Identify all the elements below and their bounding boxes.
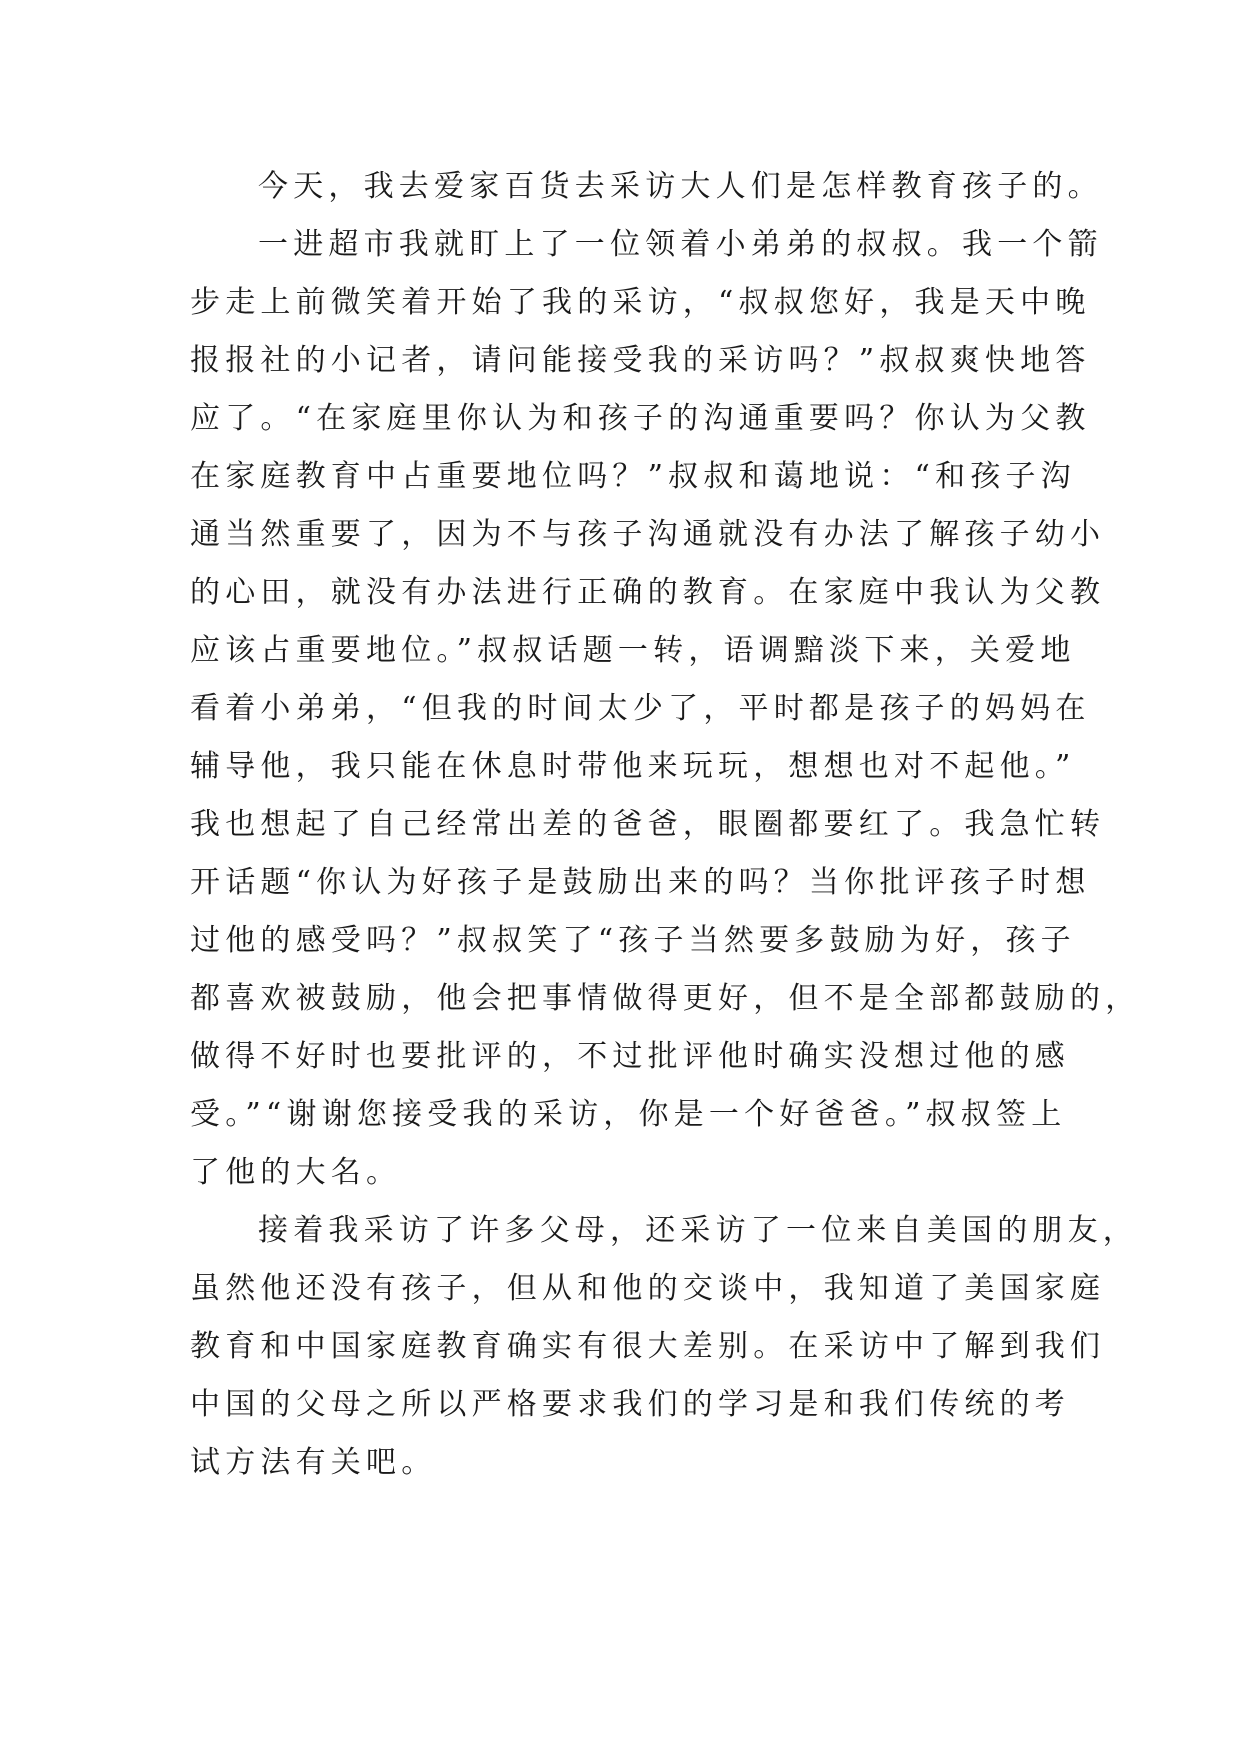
paragraph-2-line-14: 都喜欢被鼓励，他会把事情做得更好，但不是全部都鼓励的， xyxy=(190,981,1141,1016)
paragraph-2-line-16: 受。”“谢谢您接受我的采访，你是一个好爸爸。”叔叔签上 xyxy=(190,1097,1067,1132)
article-body xyxy=(190,158,1141,1492)
paragraph-2-line-6: 通当然重要了，因为不与孩子沟通就没有办法了解孩子幼小 xyxy=(190,517,1106,552)
paragraph-2-line-4: 应了。“在家庭里你认为和孩子的沟通重要吗？你认为父教 xyxy=(190,401,1091,436)
paragraph-3-line-4: 中国的父母之所以严格要求我们的学习是和我们传统的考 xyxy=(190,1387,1070,1422)
paragraph-3-line-3: 教育和中国家庭教育确实有很大差别。在采访中了解到我们 xyxy=(190,1329,1106,1364)
paragraph-3-line-1: 接着我采访了许多父母，还采访了一位来自美国的朋友， xyxy=(258,1213,1138,1248)
paragraph-2-line-11: 我也想起了自己经常出差的爸爸，眼圈都要红了。我急忙转 xyxy=(190,807,1106,842)
paragraph-2-line-3: 报报社的小记者，请问能接受我的采访吗？”叔叔爽快地答 xyxy=(190,343,1091,378)
paragraph-2-line-7: 的心田，就没有办法进行正确的教育。在家庭中我认为父教 xyxy=(190,575,1106,610)
paragraph-2-line-17: 了他的大名。 xyxy=(190,1155,402,1190)
paragraph-2-line-10: 辅导他，我只能在休息时带他来玩玩，想想也对不起他。” xyxy=(190,749,1076,784)
paragraph-2-line-13: 过他的感受吗？”叔叔笑了“孩子当然要多鼓励为好，孩子 xyxy=(190,923,1076,958)
paragraph-2-line-9: 看着小弟弟，“但我的时间太少了，平时都是孩子的妈妈在 xyxy=(190,691,1091,726)
paragraph-3-line-2: 虽然他还没有孩子，但从和他的交谈中，我知道了美国家庭 xyxy=(190,1271,1106,1306)
paragraph-2-line-5: 在家庭教育中占重要地位吗？”叔叔和蔼地说：“和孩子沟 xyxy=(190,459,1076,494)
paragraph-2-line-8: 应该占重要地位。”叔叔话题一转，语调黯淡下来，关爱地 xyxy=(190,633,1076,668)
paragraph-1-line-1: 今天，我去爱家百货去采访大人们是怎样教育孩子的。 xyxy=(258,169,1103,204)
paragraph-2-line-15: 做得不好时也要批评的，不过批评他时确实没想过他的感 xyxy=(190,1039,1070,1074)
paragraph-2-line-12: 开话题“你认为好孩子是鼓励出来的吗？当你批评孩子时想 xyxy=(190,865,1091,900)
paragraph-2-line-1: 一进超市我就盯上了一位领着小弟弟的叔叔。我一个箭 xyxy=(258,227,1103,262)
paragraph-2-line-2: 步走上前微笑着开始了我的采访，“叔叔您好，我是天中晚 xyxy=(190,285,1091,320)
paragraph-3-line-5: 试方法有关吧。 xyxy=(190,1445,437,1480)
